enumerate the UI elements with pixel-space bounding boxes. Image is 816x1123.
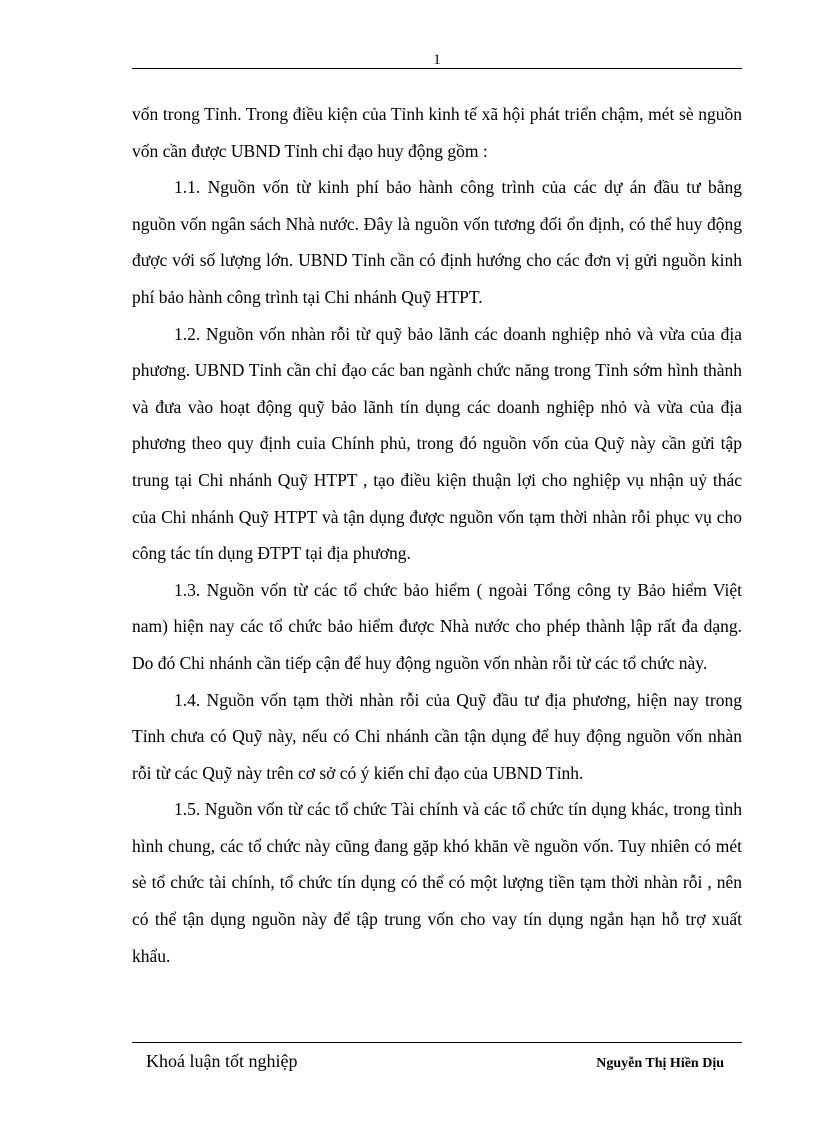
body-text [132, 96, 742, 974]
paragraph-1-4: 1.4. Nguồn vốn tạm thời nhàn rỗi của Quỹ đầu tư địa phương, hiện nay trong Tỉnh chưa có Quỹ này, nếu có Chi nhánh cần tận dụng để huy động nguồn vốn nhàn rỗi từ các Quỹ này trên cơ sở có ý kiến chỉ đạo của UBND Tỉnh. [132, 689, 742, 783]
footer-thesis-label: Khoá luận tốt nghiệp [146, 1051, 298, 1071]
page-number: 1 [433, 52, 441, 68]
footer-author-name: Nguyễn Thị Hiền Dịu [596, 1056, 724, 1071]
footer-rule [132, 1042, 742, 1043]
paragraph-1-2: 1.2. Nguồn vốn nhàn rỗi từ quỹ bảo lãnh các doanh nghiệp nhỏ và vừa của địa phương. UBND Tỉnh cần chỉ đạo các ban ngành chức năng trong Tỉnh sớm hình thành và đưa vào hoạt động quỹ bảo lãnh tín dụng các doanh nghiệp nhỏ và vừa của địa phương theo quy định cuỉa Chính phủ, trong đó nguồn vốn của Quỹ này cần gửi tập trung tại Chi nhánh Quỹ HTPT , tạo điều kiện thuận lợi cho nghiệp vụ nhận uỷ thác của Chi nhánh Quỹ HTPT và tận dụng được nguồn vốn tạm thời nhàn rỗi phục vụ cho công tác tín dụng ĐTPT tại địa phương. [132, 323, 742, 564]
paragraph-intro: vốn trong Tỉnh. Trong điều kiện của Tỉnh kinh tế xã hội phát triển chậm, mét sè nguồn vốn cần được UBND Tỉnh chỉ đạo huy động gồm : [132, 104, 742, 161]
paragraph-1-5: 1.5. Nguồn vốn từ các tổ chức Tài chính và các tổ chức tín dụng khác, trong tình hình chung, các tổ chức này cũng đang gặp khó khăn về nguồn vốn. Tuy nhiên có mét sè tổ chức tài chính, tổ chức tín dụng có thể có một lượng tiền tạm thời nhàn rỗi , nên có thể tận dụng nguồn này để tập trung vốn cho vay tín dụng ngắn hạn hỗ trợ xuất khẩu. [132, 799, 742, 966]
paragraph-1-3: 1.3. Nguồn vốn từ các tổ chức bảo hiểm ( ngoài Tổng công ty Bảo hiểm Việt nam) hiện nay các tổ chức bảo hiểm được Nhà nước cho phép thành lập rất đa dạng. Do đó Chi nhánh cần tiếp cận để huy động nguồn vốn nhàn rỗi từ các tổ chức này. [132, 579, 742, 673]
header-rule [132, 68, 742, 69]
paragraph-1-1: 1.1. Nguồn vốn từ kinh phí bảo hành công trình của các dự án đầu tư bằng nguồn vốn ngân sách Nhà nước. Đây là nguồn vốn tương đối ổn định, có thể huy động được với số lượng lớn. UBND Tỉnh cần có định hướng cho các đơn vị gửi nguồn kinh phí bảo hành công trình tại Chi nhánh Quỹ HTPT. [132, 177, 742, 307]
